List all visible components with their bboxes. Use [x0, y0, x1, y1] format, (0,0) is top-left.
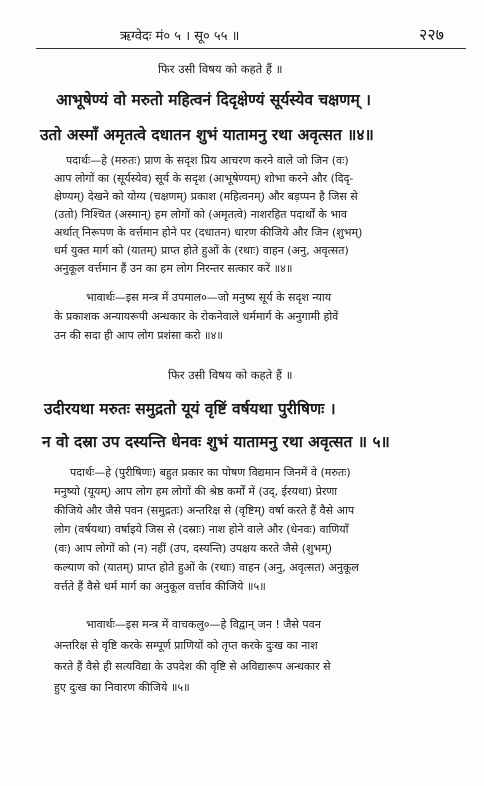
section-intro: फिर उसी विषय को कहते हैं ॥: [158, 62, 283, 76]
bhavartha-line: भावार्थः—इस मन्त्र में उपमाल०—जो मनुष्य सूर्य के सदृश न्याय: [86, 291, 332, 304]
padartha-line: आप लोगों का (सूर्यस्येव) सूर्य के सदृश (आभूषेण्यम्) शोभा करने और (दिदृ-: [54, 172, 354, 185]
padartha-line: अर्थात् निरूपण के वर्त्तमान होने पर (दधातन) धारण कीजिये और जिन (शुभम्): [54, 226, 363, 239]
mantra-line: न वो दस्रा उप दस्यन्ति धेनवः शुभं यातामनु रथा अवृत्सत ॥ ५॥: [42, 433, 390, 451]
page-header: ऋग्वेदः मं० ५ । सू० ५५ ॥: [120, 29, 240, 44]
padartha-line: कल्याण को (यातम्) प्राप्त होते हुओं के (रथाः) वाहन (अनु, अवृत्सत) अनुकूल: [54, 561, 359, 574]
padartha-line: अनुकूल वर्त्तमान हैं उन का हम लोग निरन्तर सत्कार करें ॥४॥: [54, 262, 293, 275]
page-number: २२७: [419, 25, 444, 44]
bhavartha-line: करते हैं वैसे ही सत्यविद्या के उपदेश की वृष्टि से अविद्यारूप अन्धकार से: [54, 660, 331, 673]
bhavartha-line: अन्तरिक्ष से वृष्टि करके सम्पूर्ण प्राणियों को तृप्त करके दुःख का नाश: [54, 639, 318, 652]
padartha-line: (वः) आप लोगों को (न) नहीं (उप, दस्यन्ति) उपक्षय करते जैसे (शुभम्): [54, 542, 333, 555]
padartha-line: पदार्थः—हे (पुरीषिणः) बहुत प्रकार का पोषण विद्यमान जिनमें वे (मरुतः): [70, 466, 351, 479]
bhavartha-line: उन की सदा ही आप लोग प्रशंसा करो ॥४॥: [54, 329, 223, 342]
section-intro: फिर उसी विषय को कहते हैं ॥: [168, 368, 293, 382]
padartha-line: (उतो) निश्चित (अस्मान्) हम लोगों को (अमृतत्वे) नाशरहित पदार्थों के भाव: [54, 208, 348, 221]
padartha-line: लोग (वर्षयथा) वर्षाइये जिस से (दस्राः) नाश होने वाले और (धेनवः) वाणियाँ: [54, 523, 349, 536]
padartha-line: धर्म युक्त मार्ग को (यातम्) प्राप्त होते हुओं के (रथाः) वाहन (अनु, अवृत्सत): [54, 244, 349, 257]
header-rule: [36, 48, 466, 49]
bhavartha-line: भावार्थः—इस मन्त्र में वाचकलु०—हे विद्वान् जन ! जैसे पवन: [86, 618, 321, 631]
mantra-line: आभूषेण्यं वो मरुतो महित्वनं दिदृक्षेण्यं सूर्यस्येव चक्षणम् ।: [56, 91, 372, 109]
bhavartha-line: हुए दुःख का निवारण कीजिये ॥५॥: [54, 681, 190, 694]
mantra-line: उतो अस्माँ अमृतत्वे दधातन शुभं यातामनु रथा अवृत्सत ॥४॥: [40, 126, 374, 144]
padartha-line: क्षेण्यम्) देखने को योग्य (चक्षणम्) प्रकाश (महित्वनम्) और बड़प्पन है जिस से: [54, 190, 358, 203]
padartha-line: पदार्थः—हे (मरुतः) प्राण के सदृश प्रिय आचरण करने वाले जो जिन (वः): [66, 154, 349, 167]
padartha-line: मनुष्यो (यूयम्) आप लोग हम लोगों की श्रेष्ठ कर्मों में (उद्, ईरयथा) प्रेरणा: [54, 485, 338, 498]
mantra-line: उदीरयथा मरुतः समुद्रतो यूयं वृष्टिं वर्षयथा पुरीषिणः ।: [44, 400, 336, 418]
bhavartha-line: के प्रकाशक अन्यायरूपी अन्धकार के रोकनेवाले धर्ममार्ग के अनुगामी होवें: [54, 310, 339, 323]
padartha-line: वर्त्तते हैं वैसे धर्म मार्ग का अनुकूल वर्त्ताव कीजिये ॥५॥: [54, 580, 266, 593]
padartha-line: कीजिये और जैसे पवन (समुद्रतः) अन्तरिक्ष से (वृष्टिम्) वर्षा करते हैं वैसे आप: [54, 504, 355, 517]
